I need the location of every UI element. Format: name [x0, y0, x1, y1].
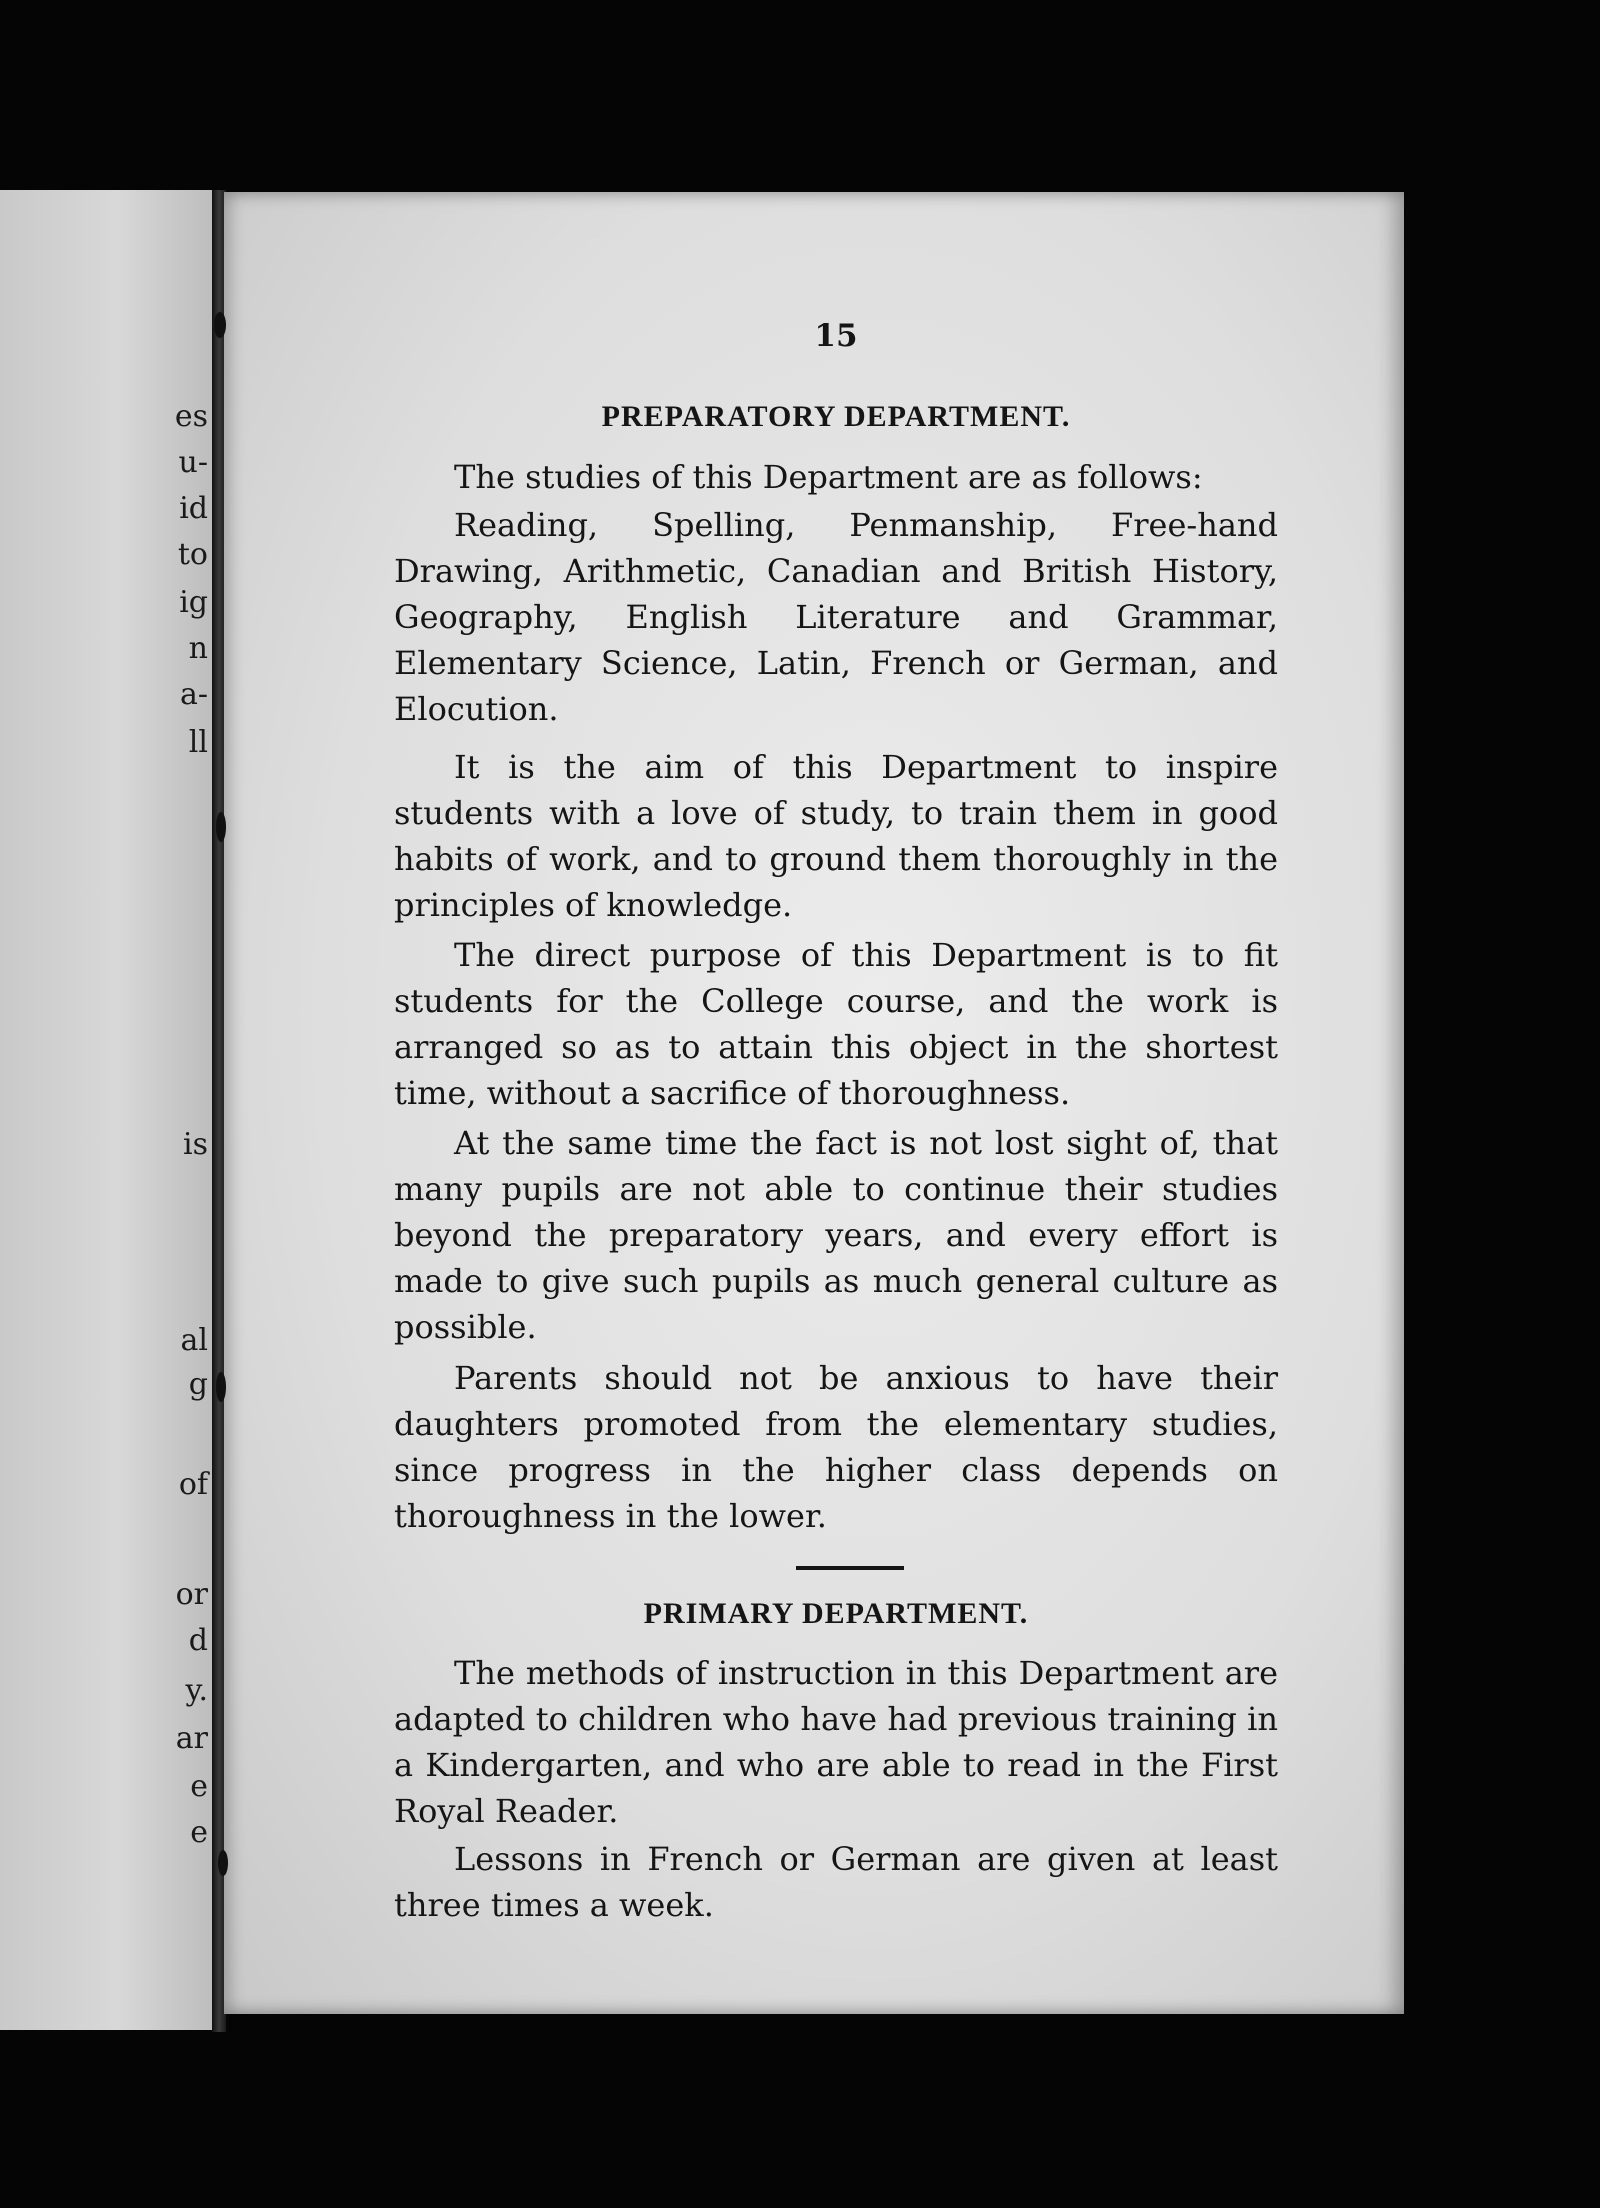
- binding-mark: [216, 1372, 226, 1402]
- binding-mark: [216, 812, 226, 842]
- facing-page-fragment: e: [190, 1815, 208, 1850]
- section-divider: [796, 1566, 904, 1570]
- facing-page-fragment: ig: [179, 585, 208, 620]
- page-number: 15: [814, 318, 858, 354]
- facing-page-edge: [0, 190, 214, 2030]
- preparatory-paragraph: The direct purpose of this Department is to fit students for the College course, and the work is arranged so as to attain this object in the shortest time, without a sacrifice of thoroughness.: [394, 936, 1278, 1112]
- facing-page-fragment: to: [177, 537, 208, 572]
- facing-page-fragment: id: [179, 491, 208, 526]
- facing-page-fragment: a-: [179, 677, 208, 712]
- preparatory-heading: PREPARATORY DEPARTMENT.: [601, 400, 1071, 433]
- binding-mark: [214, 312, 226, 338]
- facing-page-fragment: g: [188, 1367, 208, 1402]
- preparatory-paragraph: The studies of this Department are as follows:: [454, 458, 1203, 496]
- binding-mark: [218, 1850, 228, 1876]
- facing-page-fragment: es: [174, 399, 208, 434]
- facing-page-fragment: n: [188, 631, 208, 666]
- facing-page-fragment: or: [175, 1577, 208, 1612]
- primary-paragraph: The methods of instruction in this Department are adapted to children who have had previous training in a Kindergarten, and who are able to read in the First Royal Reader.: [394, 1654, 1278, 1830]
- facing-page-fragment: d: [188, 1623, 208, 1658]
- facing-page-fragment: y.: [185, 1673, 208, 1708]
- facing-page-fragment: of: [178, 1467, 208, 1502]
- document-page: [224, 192, 1404, 2014]
- preparatory-paragraph: Parents should not be anxious to have their daughters promoted from the elementary studies, since progress in the higher class depends on thoroughness in the lower.: [394, 1359, 1278, 1535]
- facing-page-fragment: ar: [175, 1721, 208, 1756]
- primary-heading: PRIMARY DEPARTMENT.: [643, 1597, 1029, 1630]
- primary-paragraph: Lessons in French or German are given at least three times a week.: [394, 1840, 1278, 1924]
- preparatory-paragraph: Reading, Spelling, Penmanship, Free-hand Drawing, Arithmetic, Canadian and British History, Geography, English Literature and Grammar, Elementary Science, Latin, French or German, and Elocution.: [394, 506, 1278, 728]
- facing-page-fragment: al: [180, 1323, 208, 1358]
- preparatory-paragraph: It is the aim of this Department to inspire students with a love of study, to train them in good habits of work, and to ground them thoroughly in the principles of knowledge.: [394, 748, 1278, 924]
- facing-page-fragment: is: [183, 1127, 208, 1162]
- preparatory-paragraph: At the same time the fact is not lost sight of, that many pupils are not able to continue their studies beyond the preparatory years, and every effort is made to give such pupils as much general culture as possible.: [394, 1124, 1278, 1346]
- facing-page-fragment: u-: [178, 445, 208, 480]
- facing-page-fragment: ll: [188, 725, 208, 760]
- facing-page-fragment: e: [190, 1769, 208, 1804]
